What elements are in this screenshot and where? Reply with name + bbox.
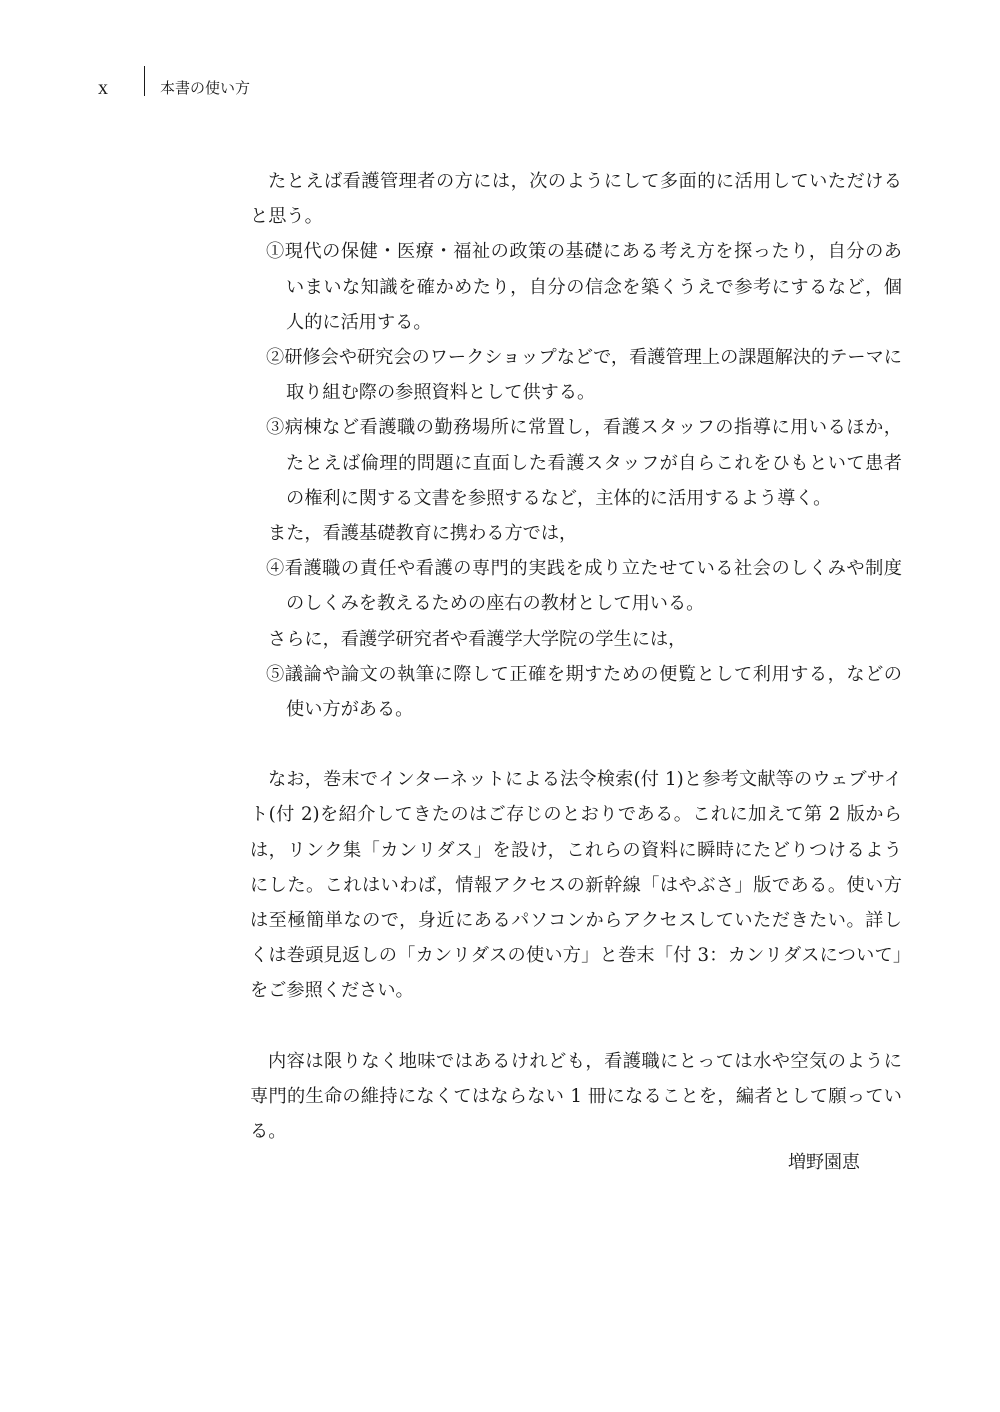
paragraph-gap (250, 1009, 902, 1044)
header-divider (144, 66, 145, 96)
lead-research: さらに，看護学研究者や看護学大学院の学生には， (268, 628, 687, 650)
list-item: ③病棟など看護職の勤務場所に常置し，看護スタッフの指導に用いるほか，たとえば倫理的問題に直面した看護スタッフが自らこれをひもといて患者の権利に関する文書を参照するなど，主体的に活用するよう導く。 (266, 417, 902, 509)
page-header (0, 0, 1000, 110)
list-item: ④看護職の責任や看護の専門的実践を成り立たせている社会のしくみや制度のしくみを教えるための座右の教材として用いる。 (266, 558, 902, 615)
lead-education: また，看護基礎教育に携わる方では， (268, 523, 578, 545)
running-head: 本書の使い方 (160, 79, 251, 97)
page-number: x (98, 77, 108, 99)
list-item: ②研修会や研究会のワークショップなどで，看護管理上の課題解決的テーマに取り組む際の参照資料として供する。 (266, 347, 902, 404)
links-paragraph: なお，巻末でインターネットによる法令検索(付 1)と参考文献等のウェブサイト(付 2)を紹介してきたのはご存じのとおりである。これに加えて第 2 版からは，リンク集「カンリダス」を設け，これらの資料に瞬時にたどりつけるようにした。これはいわば，情報アクセスの新幹線「はやぶさ」版である。使い方は至極簡単なので，身近にあるパソコンからアクセスしていただきたい。詳しくは巻頭見返しの「カンリダスの使い方」と巻末「付 3：カンリダスについて」をご参照ください。 (250, 769, 902, 1002)
author-signature: 増野園恵 (788, 1152, 860, 1173)
intro-paragraph: たとえば看護管理者の方には，次のようにして多面的に活用していただけると思う。 (250, 171, 902, 228)
list-item: ①現代の保健・医療・福祉の政策の基礎にある考え方を探ったり，自分のあいまいな知識を確かめたり，自分の信念を築くうえで参考にするなど，個人的に活用する。 (266, 241, 902, 333)
paragraph-gap (250, 727, 902, 762)
closing-paragraph: 内容は限りなく地味ではあるけれども，看護職にとっては水や空気のように専門的生命の維持になくてはならない 1 冊になることを，編者として願っている。 (250, 1050, 902, 1143)
list-item: ⑤議論や論文の執筆に際して正確を期すための便覧として利用する，などの使い方がある。 (266, 663, 902, 721)
body-text (250, 164, 902, 1149)
